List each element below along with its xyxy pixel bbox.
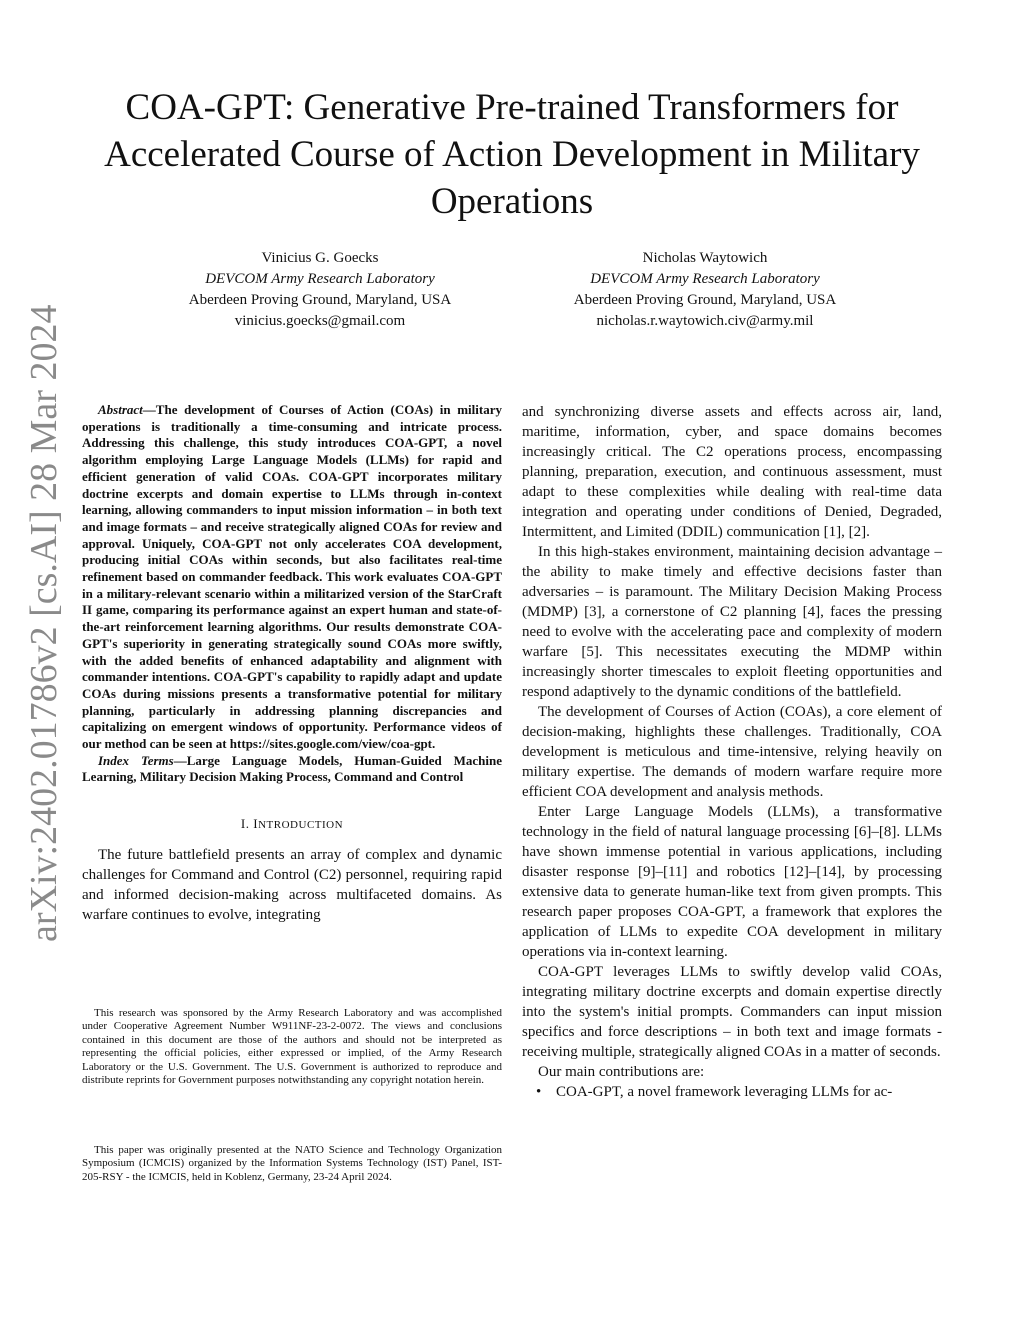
body-paragraph: The development of Courses of Action (COAs), a core element of decision-making, highlights these challenges. Traditionally, COA development is meticulous and time-intensive, relying heavily on military expertise. The demands of modern warfare require more efficient COA development and analysis methods. xyxy=(522,704,942,800)
paper-title: COA-GPT: Generative Pre-trained Transformers for Accelerated Course of Action Development in Military Operations xyxy=(104,87,920,222)
footnote-presentation: This paper was originally presented at the NATO Science and Technology Organization Symposium (ICMCIS) organized by the Information Systems Technology (IST) Panel, IST-205-RSY - the ICMCIS, held in Koblenz, Germany, 23-24 April 2024. xyxy=(82,1144,502,1183)
author-location: Aberdeen Proving Ground, Maryland, USA xyxy=(188,292,452,308)
body-paragraph: In this high-stakes environment, maintaining decision advantage – the ability to make timely and effective decisions faster than adversaries – is paramount. The Military Decision Making Process (MDMP) [3], a cornerstone of C2 planning [4], faces the pressing need to evolve with the accelerating pace and complexity of modern warfare [5]. This necessitates executing the MDMP within increasingly shorter timescales to exploit fleeting opportunities and respond adaptively to the dynamic conditions of the battlefield. xyxy=(522,544,942,700)
intro-paragraph: The future battlefield presents an array of complex and dynamic challenges for Command and Control (C2) personnel, requiring rapid and informed decision-making across multifaceted domains. As warfare continues to evolve, integrating xyxy=(82,847,502,924)
left-column xyxy=(82,402,502,925)
section-heading-introduction: I. INTRODUCTION xyxy=(240,816,344,832)
index-terms-label: Index Terms xyxy=(98,752,174,768)
bullet-icon: • xyxy=(536,1084,542,1100)
author-block-1 xyxy=(140,248,500,332)
body-paragraph: Enter Large Language Models (LLMs), a transformative technology in the field of natural language processing [6]–[8]. LLMs have shown immense potential in various applications, including disaster response [9]–[11] and robotics [12]–[14], by processing extensive data to generate human-like text from given prompts. This research paper proposes COA-GPT, a framework that explores the application of LLMs to expedite COA development in military operations via in-context learning. xyxy=(522,804,942,960)
right-column xyxy=(522,402,942,1102)
arxiv-identifier: arXiv:2402.01786v2 [cs.AI] 28 Mar 2024 xyxy=(23,304,65,942)
abstract-text: —The development of Courses of Action (COAs) in military operations is traditionally a time-consuming and intricate process. Addressing this challenge, this study introduces COA-GPT, a novel algorithm employing Large Language Models (LLMs) for rapid and efficient generation of valid COAs. COA-GPT incorporates military doctrine excerpts and domain expertise to LLMs through in-context learning, allowing commanders to input mission information – in both text and image formats – and receive strategically aligned COAs for review and approval. Uniquely, COA-GPT not only accelerates COA development, producing initial COAs within seconds, but also facilitates real-time refinement based on commander feedback. This work evaluates COA-GPT in a military-relevant scenario within a militarized version of the StarCraft II game, comparing its performance against an expert human and state-of-the-art reinforcement learning algorithms. Our results demonstrate COA-GPT's superiority in generating strategically sound COAs more swiftly, with the added benefits of enhanced adaptability and alignment with commander intentions. COA-GPT's capability to rapidly adapt and update COAs during missions presents a transformative potential for military planning, particularly in addressing planning discrepancies and capitalizing on emergent windows of opportunity. Performance videos of our method can be seen at https://sites.google.com/view/coa-gpt. xyxy=(82,402,502,752)
author-name: Vinicius G. Goecks xyxy=(261,250,379,266)
author-email: nicholas.r.waytowich.civ@army.mil xyxy=(596,313,814,329)
index-terms xyxy=(82,753,502,786)
body-paragraph: COA-GPT leverages LLMs to swiftly develop valid COAs, integrating military doctrine excerpts and domain expertise directly into the system's initial prompts. Commanders can input mission specifics and force descriptions – in both text and image formats - receiving multiple, strategically aligned COAs in a matter of seconds. xyxy=(522,964,942,1060)
abstract xyxy=(82,402,502,753)
list-item: • COA-GPT, a novel framework leveraging LLMs for ac- xyxy=(536,1084,893,1100)
author-location: Aberdeen Proving Ground, Maryland, USA xyxy=(573,292,837,308)
contributions-list xyxy=(522,1082,942,1102)
footnote-sponsorship: This research was sponsored by the Army Research Laboratory and was accomplished under Cooperative Agreement Number W911NF-23-2-0072. The views and conclusions contained in this document are those of the authors and should not be interpreted as representing the official policies, either expressed or implied, of the Army Research Laboratory or the U.S. Government. The U.S. Government is authorized to reproduce and distribute reprints for Government purposes notwithstanding any copyright notation herein. xyxy=(82,1007,502,1087)
body-paragraph: and synchronizing diverse assets and effects across air, land, maritime, information, cyber, and space domains becomes increasingly critical. The C2 operations process, encompassing planning, preparation, execution, and continuous assessment, must adapt to these complexities while dealing with real-time data integration and operating under conditions of Denied, Degraded, Intermittent, and Limited (DDIL) communication [1], [2]. xyxy=(522,404,942,540)
author-affiliation: DEVCOM Army Research Laboratory xyxy=(590,271,820,287)
index-terms-text: —Large Language Models, Human-Guided Machine Learning, Military Decision Making Process, Command and Control xyxy=(82,752,502,785)
abstract-label: Abstract xyxy=(98,402,143,417)
author-email: vinicius.goecks@gmail.com xyxy=(234,313,406,329)
author-block-2 xyxy=(525,248,885,332)
author-name: Nicholas Waytowich xyxy=(642,250,768,266)
author-affiliation: DEVCOM Army Research Laboratory xyxy=(205,271,435,287)
contributions-lead: Our main contributions are: xyxy=(538,1064,705,1080)
